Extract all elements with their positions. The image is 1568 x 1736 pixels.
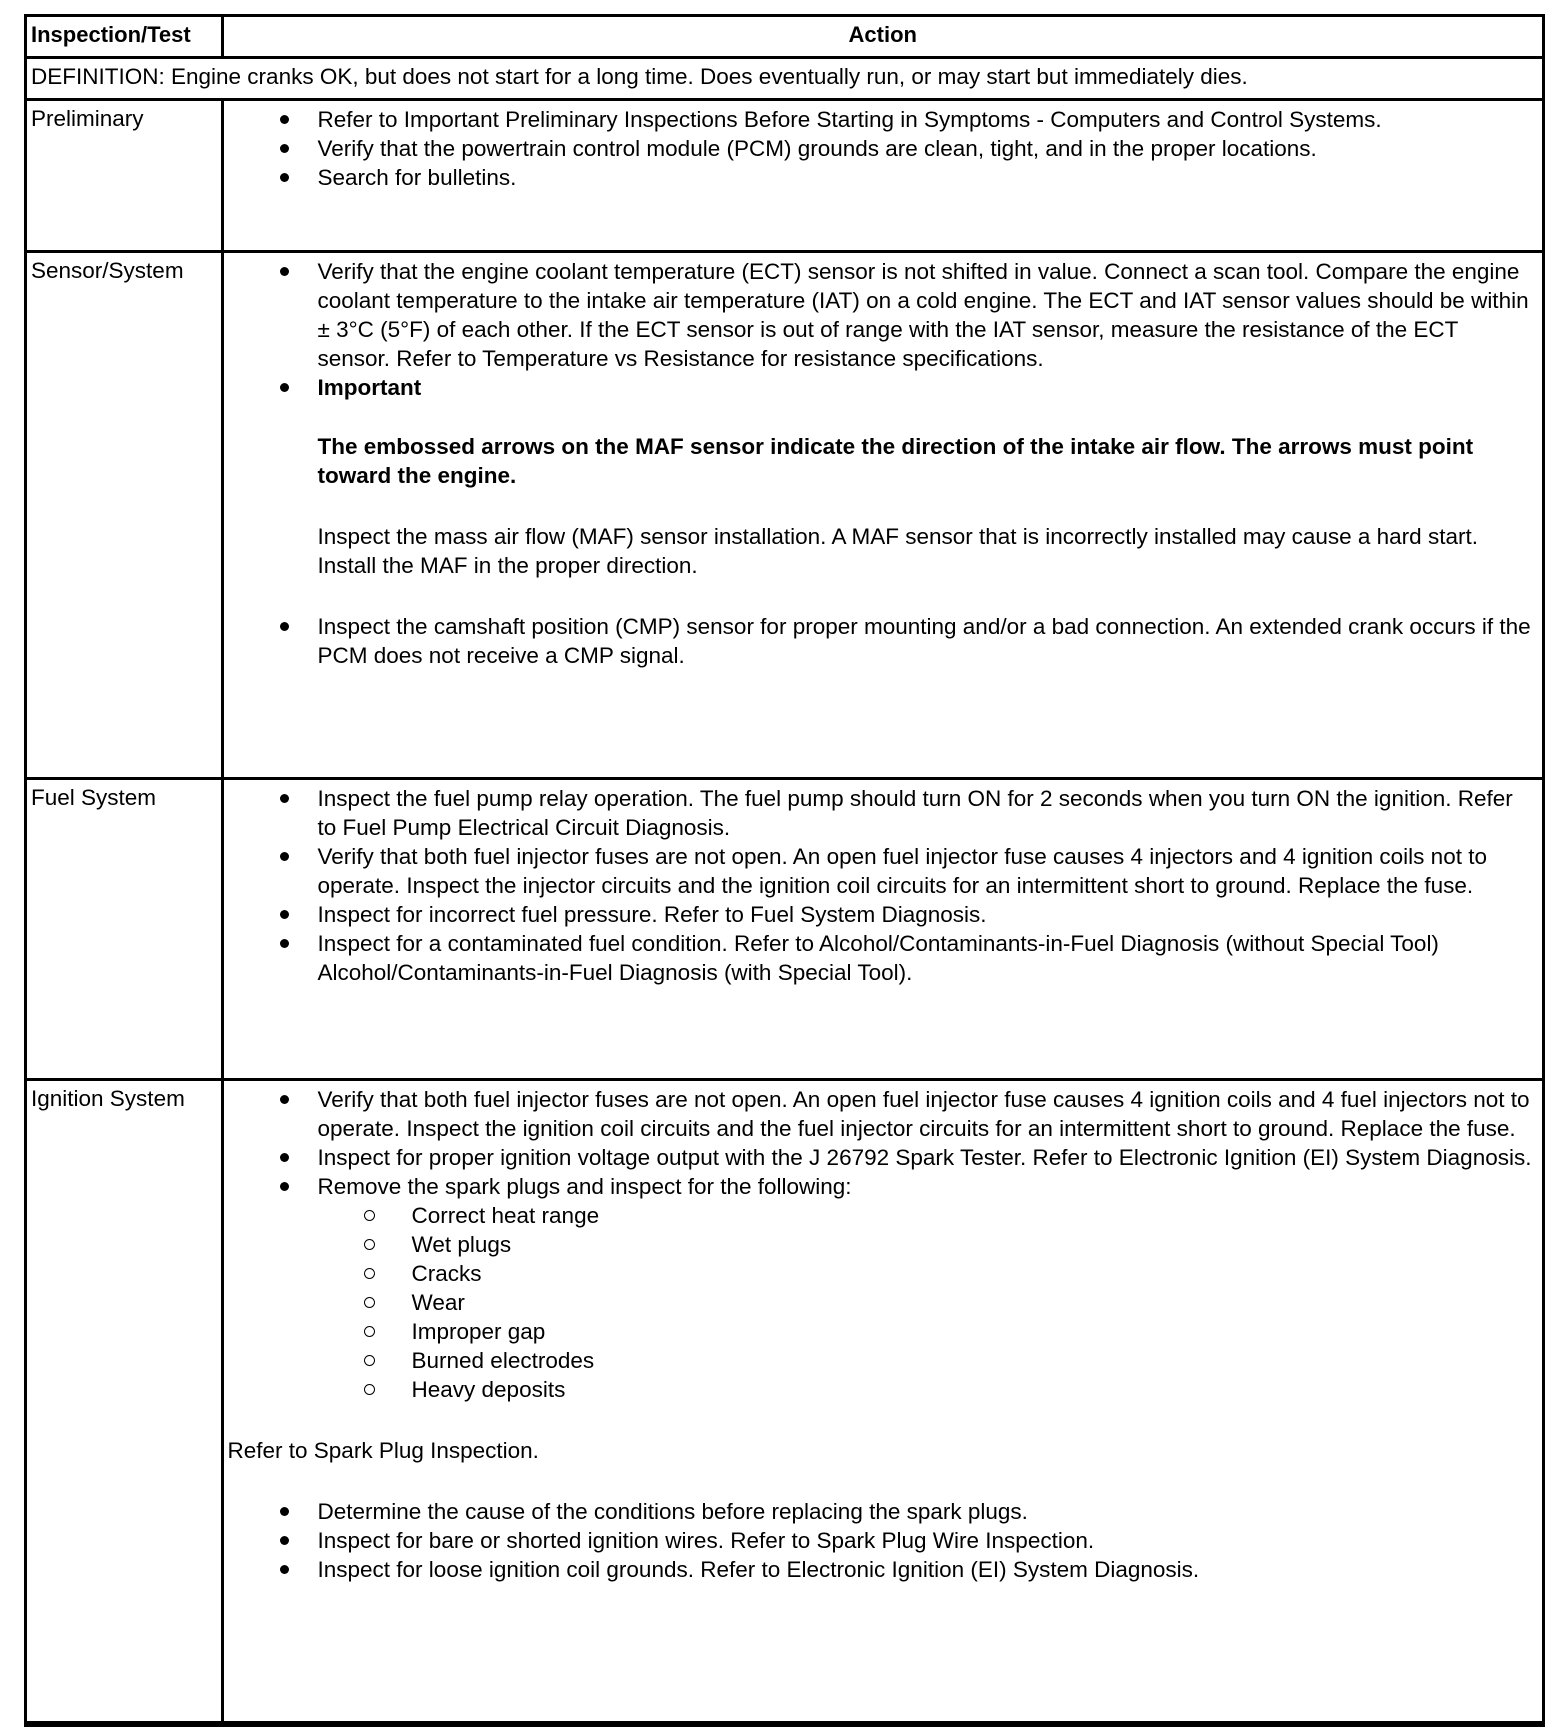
header-row bbox=[27, 17, 1542, 58]
bullet-icon bbox=[280, 939, 289, 948]
list-item bbox=[224, 373, 1533, 612]
header-action: Action bbox=[222, 17, 1542, 58]
sensor-system-actions bbox=[222, 252, 1542, 779]
list-item: Inspect for incorrect fuel pressure. Refer to Fuel System Diagnosis. bbox=[224, 900, 1533, 929]
circle-bullet-icon bbox=[364, 1239, 375, 1250]
bullet-icon bbox=[280, 1565, 289, 1574]
bullet-icon bbox=[280, 852, 289, 861]
bullet-icon bbox=[280, 910, 289, 919]
bullet-icon bbox=[280, 1153, 289, 1162]
preliminary-row bbox=[27, 100, 1542, 252]
sub-list-item: Correct heat range bbox=[318, 1201, 1533, 1230]
preliminary-label: Preliminary bbox=[27, 100, 222, 252]
bullet-icon bbox=[280, 1182, 289, 1191]
bullet-icon bbox=[280, 383, 289, 392]
fuel-system-actions bbox=[222, 779, 1542, 1080]
bullet-icon bbox=[280, 144, 289, 153]
fuel-system-row bbox=[27, 779, 1542, 1080]
list-item: Refer to Important Preliminary Inspections Before Starting in Symptoms - Computers and Control Systems. bbox=[224, 105, 1533, 134]
definition-row bbox=[27, 58, 1542, 100]
sensor-system-label: Sensor/System bbox=[27, 252, 222, 779]
important-note: The embossed arrows on the MAF sensor indicate the direction of the intake air flow. The arrows must point toward the engine. bbox=[317, 434, 1474, 488]
list-item: Verify that both fuel injector fuses are not open. An open fuel injector fuse causes 4 injectors and 4 ignition coils not to operate. Inspect the injector circuits and the ignition coil circuits for an intermittent short to ground. Replace the fuse. bbox=[224, 842, 1533, 900]
list-item: Inspect for proper ignition voltage output with the J 26792 Spark Tester. Refer to Electronic Ignition (EI) System Diagnosis. bbox=[224, 1143, 1533, 1172]
bullet-icon bbox=[280, 173, 289, 182]
header-inspection-test: Inspection/Test bbox=[27, 17, 222, 58]
circle-bullet-icon bbox=[364, 1326, 375, 1337]
circle-bullet-icon bbox=[364, 1384, 375, 1395]
fuel-system-label: Fuel System bbox=[27, 779, 222, 1080]
bullet-icon bbox=[280, 622, 289, 631]
sub-list-item: Improper gap bbox=[318, 1317, 1533, 1346]
sub-list-item: Cracks bbox=[318, 1259, 1533, 1288]
sensor-system-row bbox=[27, 252, 1542, 779]
circle-bullet-icon bbox=[364, 1297, 375, 1308]
list-item: Determine the cause of the conditions before replacing the spark plugs. bbox=[224, 1497, 1533, 1526]
list-item: Verify that both fuel injector fuses are not open. An open fuel injector fuse causes 4 ignition coils and 4 fuel injectors not to operate. Inspect the ignition coil circuits and the fuel injector circuits for an intermittent short to ground. Replace the fuse. bbox=[224, 1085, 1533, 1143]
bullet-icon bbox=[280, 1507, 289, 1516]
ignition-system-actions bbox=[222, 1080, 1542, 1723]
list-item: Search for bulletins. bbox=[224, 163, 1533, 192]
list-item: Inspect for bare or shorted ignition wires. Refer to Spark Plug Wire Inspection. bbox=[224, 1526, 1533, 1555]
sub-list-item: Burned electrodes bbox=[318, 1346, 1533, 1375]
diagnostic-table bbox=[24, 14, 1545, 1727]
circle-bullet-icon bbox=[364, 1355, 375, 1366]
list-item: Verify that the powertrain control module (PCM) grounds are clean, tight, and in the proper locations. bbox=[224, 134, 1533, 163]
sub-list-item: Wear bbox=[318, 1288, 1533, 1317]
ignition-system-row bbox=[27, 1080, 1542, 1723]
maf-instruction: Inspect the mass air flow (MAF) sensor installation. A MAF sensor that is incorrectly installed may cause a hard start. Install the MAF in the proper direction. bbox=[317, 524, 1478, 578]
definition-text: DEFINITION: Engine cranks OK, but does not start for a long time. Does eventually run, or may start but immediately dies. bbox=[27, 58, 1542, 100]
ignition-system-label: Ignition System bbox=[27, 1080, 222, 1723]
bullet-icon bbox=[280, 1095, 289, 1104]
bullet-icon bbox=[280, 794, 289, 803]
sub-list-item: Heavy deposits bbox=[318, 1375, 1533, 1404]
list-item: Inspect the fuel pump relay operation. The fuel pump should turn ON for 2 seconds when you turn ON the ignition. Refer to Fuel Pump Electrical Circuit Diagnosis. bbox=[224, 784, 1533, 842]
bullet-icon bbox=[280, 267, 289, 276]
bullet-icon bbox=[280, 115, 289, 124]
refer-spark-plug-inspection: Refer to Spark Plug Inspection. bbox=[227, 1438, 539, 1463]
preliminary-actions bbox=[222, 100, 1542, 252]
list-item: Inspect for a contaminated fuel condition. Refer to Alcohol/Contaminants-in-Fuel Diagnosis (without Special Tool) Alcohol/Contaminants-in-Fuel Diagnosis (with Special Tool). bbox=[224, 929, 1533, 987]
bullet-icon bbox=[280, 1536, 289, 1545]
list-item: Inspect the camshaft position (CMP) sensor for proper mounting and/or a bad connection. An extended crank occurs if the PCM does not receive a CMP signal. bbox=[224, 612, 1533, 670]
circle-bullet-icon bbox=[364, 1268, 375, 1279]
sub-list-item: Wet plugs bbox=[318, 1230, 1533, 1259]
list-item: Remove the spark plugs and inspect for the following: Correct heat range Wet plugs Cracks Wear Improper gap Burned electrodes Heavy deposits bbox=[224, 1172, 1533, 1404]
inspection-sublist bbox=[318, 1201, 1533, 1404]
important-label: Important bbox=[317, 375, 422, 400]
list-item: Inspect for loose ignition coil grounds. Refer to Electronic Ignition (EI) System Diagnosis. bbox=[224, 1555, 1533, 1584]
list-item: Verify that the engine coolant temperature (ECT) sensor is not shifted in value. Connect a scan tool. Compare the engine coolant temperature to the intake air temperature (IAT) on a cold engine. The ECT and IAT sensor values should be within ± 3°C (5°F) of each other. If the ECT sensor is out of range with the IAT sensor, measure the resistance of the ECT sensor. Refer to Temperature vs Resistance for resistance specifications. bbox=[224, 257, 1533, 373]
circle-bullet-icon bbox=[364, 1210, 375, 1221]
